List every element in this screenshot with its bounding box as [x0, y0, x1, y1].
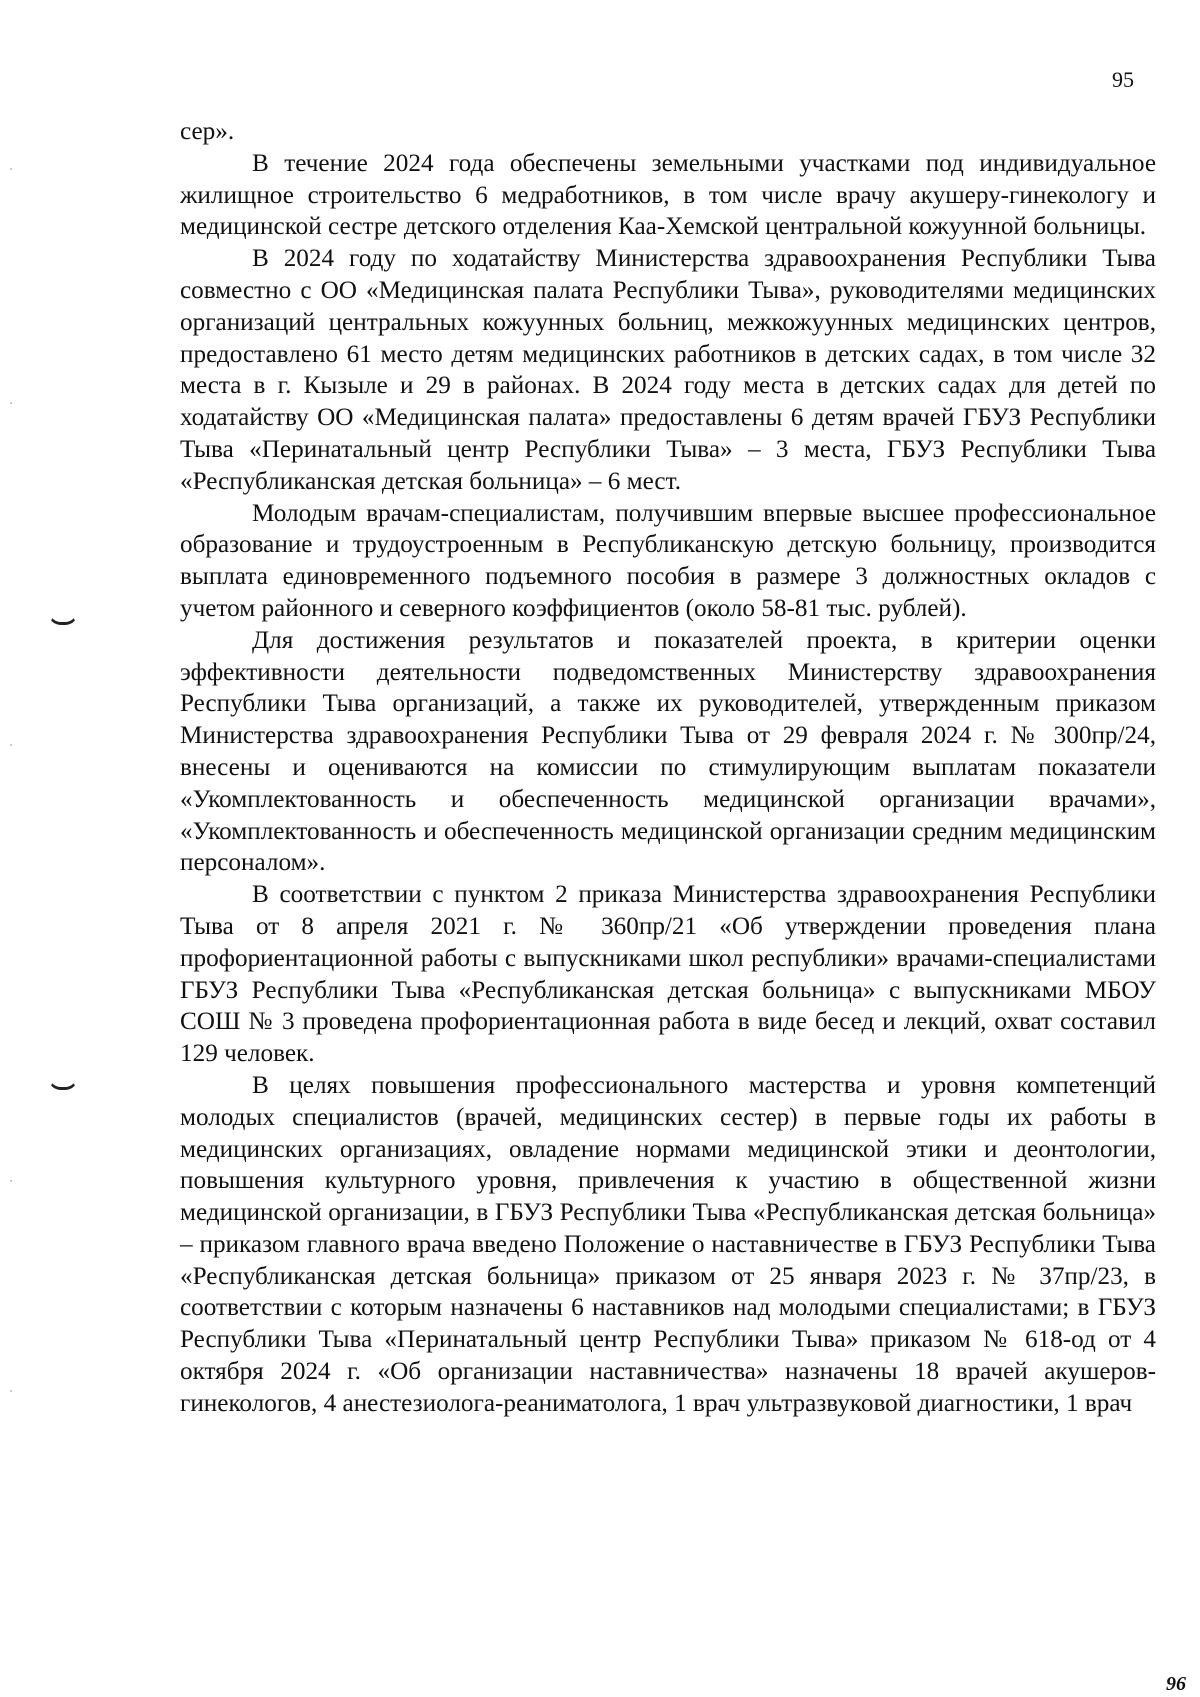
paragraph-continued: сер». [180, 118, 235, 145]
scan-speck [10, 402, 12, 404]
scan-speck [10, 1180, 12, 1182]
body-text [180, 116, 1156, 1420]
paragraph-relocation-allowance: Молодым врачам-специалистам, получившим впервые высшее профессиональное образование и трудоустроенным в Республиканскую детскую больницу, производится выплата единовременного подъемного пособия в размере 3 должностных окладов с учетом районного и северного коэффициентов (около 58-81 тыс. рублей). [180, 499, 1156, 622]
scan-speck [10, 744, 12, 746]
binding-hole-mark [48, 612, 78, 625]
page-number: 95 [1112, 67, 1134, 92]
binding-hole-mark [48, 1077, 78, 1090]
scan-speck [10, 168, 12, 170]
scan-speck [10, 1390, 12, 1392]
paragraph-performance-criteria: Для достижения результатов и показателей проекта, в критерии оценки эффективности деятельности подведомственных Министерству здравоохранения Республики Тыва организаций, а также их руководителей, утвержденным приказом Министерства здравоохранения Республики Тыва от 29 февраля 2024 г. № 300пр/24, внесены и оцениваются на комиссии по стимулирующим выплатам показатели «Укомплектованность и обеспеченность медицинской организации врачами», «Укомплектованность и обеспеченность медицинской организации средним медицинским персоналом». [180, 626, 1156, 877]
paragraph-mentoring: В целях повышения профессионального мастерства и уровня компетенций молодых специалистов (врачей, медицинских сестер) в первые годы их работы в медицинских организациях, овладение нормами медицинской этики и деонтологии, повышения культурного уровня, привлечения к участию в общественной жизни медицинской организации, в ГБУЗ Республики Тыва «Республиканская детская больница» – приказом главного врача введено Положение о наставничестве в ГБУЗ Республики Тыва «Республиканская детская больница» приказом от 25 января 2023 г. № 37пр/23, в соответствии с которым назначены 6 наставников над молодыми специалистами; в ГБУЗ Республики Тыва «Перинатальный центр Республики Тыва» приказом № 618-од от 4 октября 2024 г. «Об организации наставничества» назначены 18 врачей акушеров-гинекологов, 4 анестезиолога-реаниматолога, 1 врач ультразвуковой диагностики, 1 врач [180, 1071, 1156, 1417]
paragraph-career-guidance: В соответствии с пунктом 2 приказа Министерства здравоохранения Республики Тыва от 8 апреля 2021 г. № 360пр/21 «Об утверждении проведения плана профориентационной работы с выпускниками школ республики» врачами-специалистами ГБУЗ Республики Тыва «Республиканская детская больница» с выпускниками МБОУ СОШ № 3 проведена профориентационная работа в виде бесед и лекций, охват составил 129 человек. [180, 881, 1156, 1068]
paragraph-land-plots: В течение 2024 года обеспечены земельными участками под индивидуальное жилищное строительство 6 медработников, в том числе врачу акушеру-гинекологу и медицинской сестре детского отделения Каа-Хемской центральной кожуунной больницы. [180, 149, 1156, 241]
paragraph-kindergarten-places: В 2024 году по ходатайству Министерства здравоохранения Республики Тыва совместно с ОО «Медицинская палата Республики Тыва», руководителями медицинских организаций центральных кожуунных больниц, межкожуунных медицинских центров, предоставлено 61 место детям медицинских работников в детских садах, в том числе 32 места в г. Кызыле и 29 в районах. В 2024 году места в детских садах для детей по ходатайству ОО «Медицинская палата» предоставлены 6 детям врачей ГБУЗ Республики Тыва «Перинатальный центр Республики Тыва» – 3 места, ГБУЗ Республики Тыва «Республиканская детская больница» – 6 мест. [180, 245, 1156, 495]
handwritten-page-number: 96 [1166, 1673, 1186, 1695]
